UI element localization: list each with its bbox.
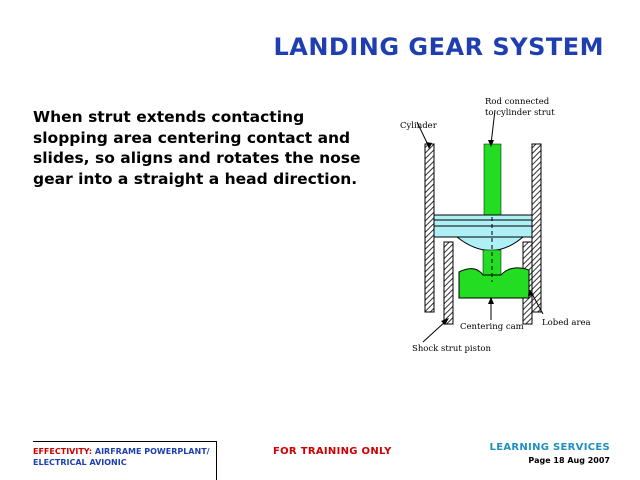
- label-lobed-area: Lobed area: [542, 318, 591, 328]
- footer-right-block: [490, 442, 610, 465]
- training-notice: FOR TRAINING ONLY: [273, 446, 392, 457]
- label-cylinder: Cylinder: [400, 121, 437, 131]
- cylinder-left-wall: [425, 144, 434, 312]
- rod-green: [484, 144, 501, 217]
- effectivity-value-2: ELECTRICAL AVIONIC: [33, 458, 127, 467]
- nose-gear-centering-diagram: [395, 92, 610, 362]
- label-rod-line2: to cylinder strut: [485, 108, 555, 118]
- label-rod-line1: Rod connected: [485, 97, 550, 107]
- piston-dome: [457, 237, 523, 251]
- effectivity-box: [33, 441, 217, 480]
- label-shock-strut-piston: Shock strut piston: [412, 344, 491, 354]
- label-centering-cam: Centering cam: [460, 322, 524, 332]
- page-info: Page 18 Aug 2007: [528, 456, 610, 465]
- learning-services-label: LEARNING SERVICES: [489, 442, 610, 453]
- page-title: LANDING GEAR SYSTEM: [273, 33, 604, 61]
- effectivity-value-1: AIRFRAME POWERPLANT/: [92, 447, 210, 456]
- cylinder-right-wall: [532, 144, 541, 312]
- piston-left-wall: [444, 242, 453, 324]
- description-text: When strut extends contacting slopping area centering contact and slides, so aligns and rotates the nose gear into a straight a head direction.: [33, 108, 361, 188]
- effectivity-label: EFFECTIVITY:: [33, 447, 93, 456]
